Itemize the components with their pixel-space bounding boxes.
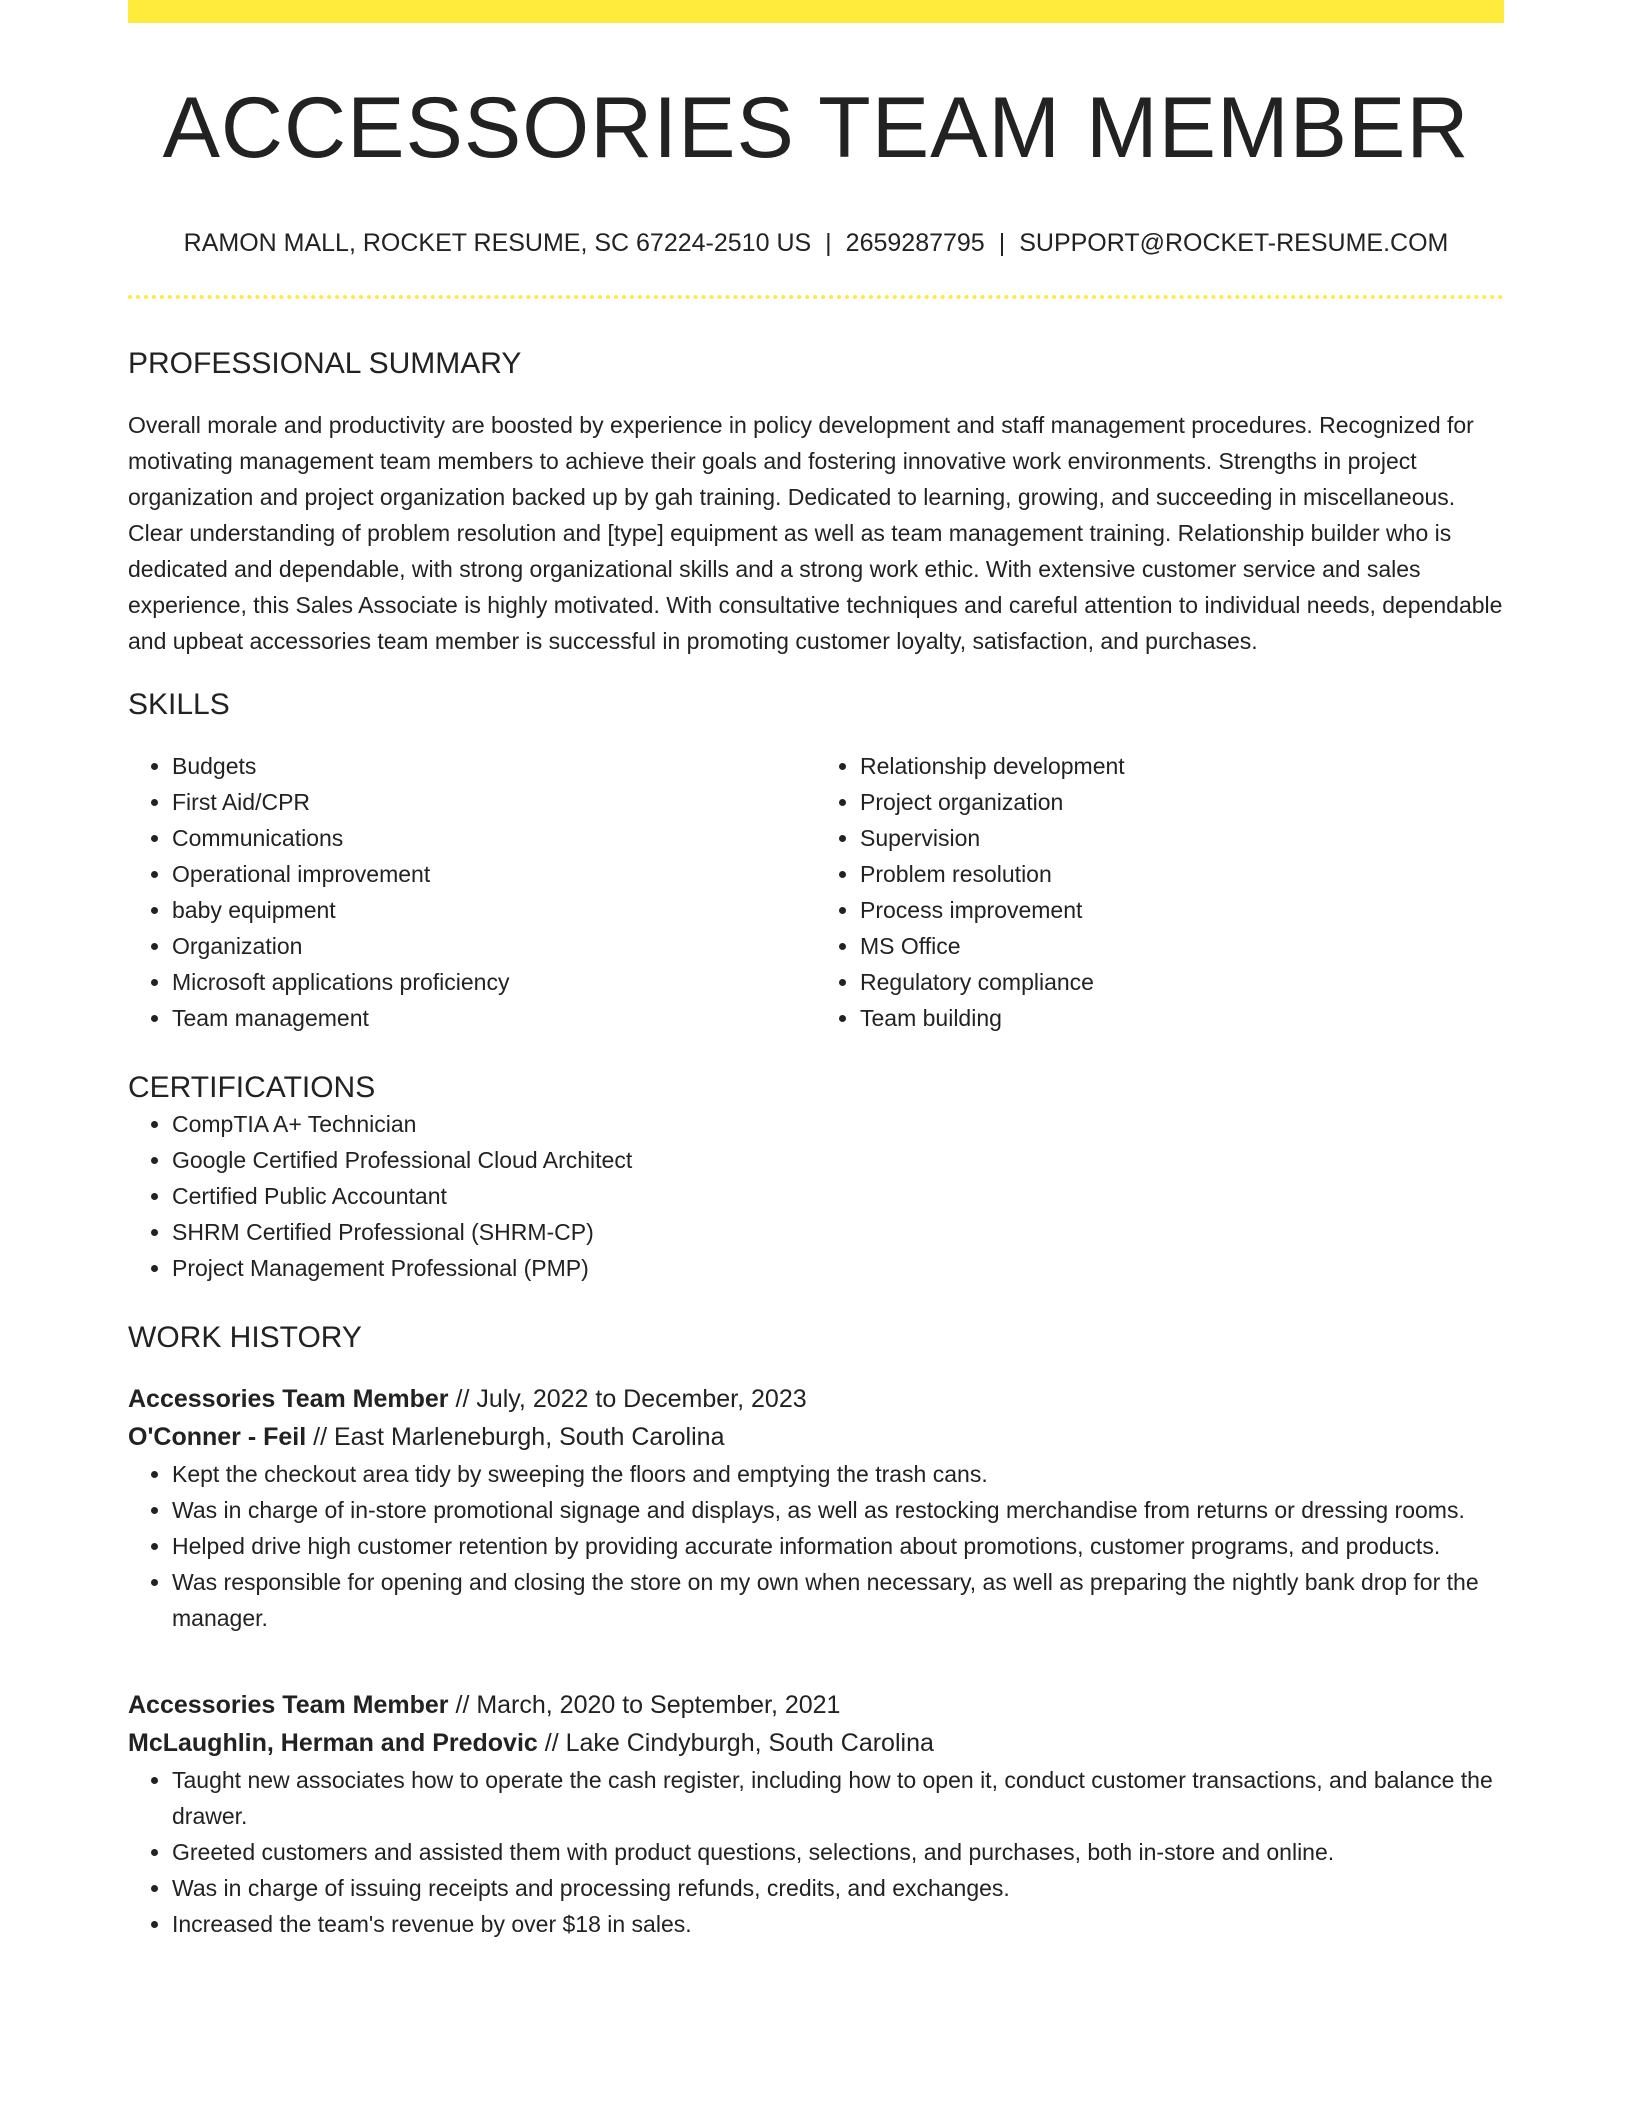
skill-item: • Operational improvement [172, 856, 816, 892]
top-accent-bar [128, 0, 1504, 23]
certification-item: • CompTIA A+ Technician [172, 1106, 1504, 1142]
job-location: // Lake Cindyburgh, South Carolina [537, 1728, 934, 1757]
job-duty-item: • Taught new associates how to operate the cash register, including how to open it, conduct customer transactions, and balance the drawer. [172, 1762, 1504, 1834]
job-company-line [128, 1724, 1504, 1762]
contact-address: RAMON MALL, ROCKET RESUME, SC 67224-2510 US [183, 228, 812, 257]
contact-line [128, 228, 1504, 258]
certifications-heading: CERTIFICATIONS [128, 1070, 376, 1104]
certifications-list [128, 1106, 1504, 1286]
skill-item: • baby equipment [172, 892, 816, 928]
certification-item: • Google Certified Professional Cloud Architect [172, 1142, 1504, 1178]
skill-item: • Supervision [860, 820, 1504, 856]
job-duty-item: • Helped drive high customer retention by providing accurate information about promotions, customer programs, and products. [172, 1528, 1504, 1564]
job-role: Accessories Team Member [128, 1384, 449, 1413]
job-company-line [128, 1418, 1504, 1456]
job-duties-list [128, 1762, 1504, 1942]
contact-separator: | [998, 228, 1006, 257]
skills-columns [128, 748, 1504, 1036]
contact-email: SUPPORT@ROCKET-RESUME.COM [1019, 228, 1449, 257]
job-company: McLaughlin, Herman and Predovic [128, 1728, 538, 1757]
job-duties-list [128, 1456, 1504, 1636]
job-location: // East Marleneburgh, South Carolina [306, 1422, 725, 1451]
job-title-line [128, 1686, 1504, 1724]
header-divider [128, 295, 1504, 299]
certification-item: • SHRM Certified Professional (SHRM-CP) [172, 1214, 1504, 1250]
skill-item: • Microsoft applications proficiency [172, 964, 816, 1000]
skill-item: • MS Office [860, 928, 1504, 964]
job-role: Accessories Team Member [128, 1690, 449, 1719]
certification-item: • Certified Public Accountant [172, 1178, 1504, 1214]
summary-heading: PROFESSIONAL SUMMARY [128, 346, 522, 380]
job-duty-item: • Kept the checkout area tidy by sweeping the floors and emptying the trash cans. [172, 1456, 1504, 1492]
job-dates: // July, 2022 to December, 2023 [448, 1384, 807, 1413]
summary-text: Overall morale and productivity are boosted by experience in policy development and staff management procedures. Recognized for motivating management team members to achieve their goals and fostering innovative work environments. Strengths in project organization and project organization backed up by gah training. Dedicated to learning, growing, and succeeding in miscellaneous. Clear understanding of problem resolution and [type] equipment as well as team management training. Relationship builder who is dedicated and dependable, with strong organizational skills and a strong work ethic. With extensive customer service and sales experience, this Sales Associate is highly motivated. With consultative techniques and careful attention to individual needs, dependable and upbeat accessories team member is successful in promoting customer loyalty, satisfaction, and purchases. [128, 411, 1503, 654]
skill-item: • Process improvement [860, 892, 1504, 928]
resume-page [128, 0, 1504, 1942]
skills-heading: SKILLS [128, 687, 230, 721]
skill-item: • Budgets [172, 748, 816, 784]
job-dates: // March, 2020 to September, 2021 [448, 1690, 841, 1719]
skill-item: • Project organization [860, 784, 1504, 820]
resume-name-title: ACCESSORIES TEAM MEMBER [162, 80, 1470, 176]
skill-item: • Relationship development [860, 748, 1504, 784]
job-company: O'Conner - Feil [128, 1422, 307, 1451]
skill-item: • Team building [860, 1000, 1504, 1036]
certification-item: • Project Management Professional (PMP) [172, 1250, 1504, 1286]
job-duty-item: • Was in charge of issuing receipts and processing refunds, credits, and exchanges. [172, 1870, 1504, 1906]
job-duty-item: • Increased the team's revenue by over $18 in sales. [172, 1906, 1504, 1942]
skills-right-list [816, 748, 1504, 1036]
skill-item: • Organization [172, 928, 816, 964]
skill-item: • Problem resolution [860, 856, 1504, 892]
work-history-heading: WORK HISTORY [128, 1320, 362, 1354]
skill-item: • Team management [172, 1000, 816, 1036]
skill-item: • First Aid/CPR [172, 784, 816, 820]
contact-separator: | [825, 228, 832, 257]
job-duty-item: • Greeted customers and assisted them with product questions, selections, and purchases, both in-store and online. [172, 1834, 1504, 1870]
job-duty-item: • Was in charge of in-store promotional signage and displays, as well as restocking merchandise from returns or dressing rooms. [172, 1492, 1504, 1528]
job-entry [128, 1380, 1504, 1636]
skill-item: • Regulatory compliance [860, 964, 1504, 1000]
job-entry [128, 1686, 1504, 1942]
job-duty-item: • Was responsible for opening and closing the store on my own when necessary, as well as preparing the nightly bank drop for the manager. [172, 1564, 1504, 1636]
contact-phone: 2659287795 [845, 228, 985, 257]
skills-left-list [128, 748, 816, 1036]
job-title-line [128, 1380, 1504, 1418]
skill-item: • Communications [172, 820, 816, 856]
